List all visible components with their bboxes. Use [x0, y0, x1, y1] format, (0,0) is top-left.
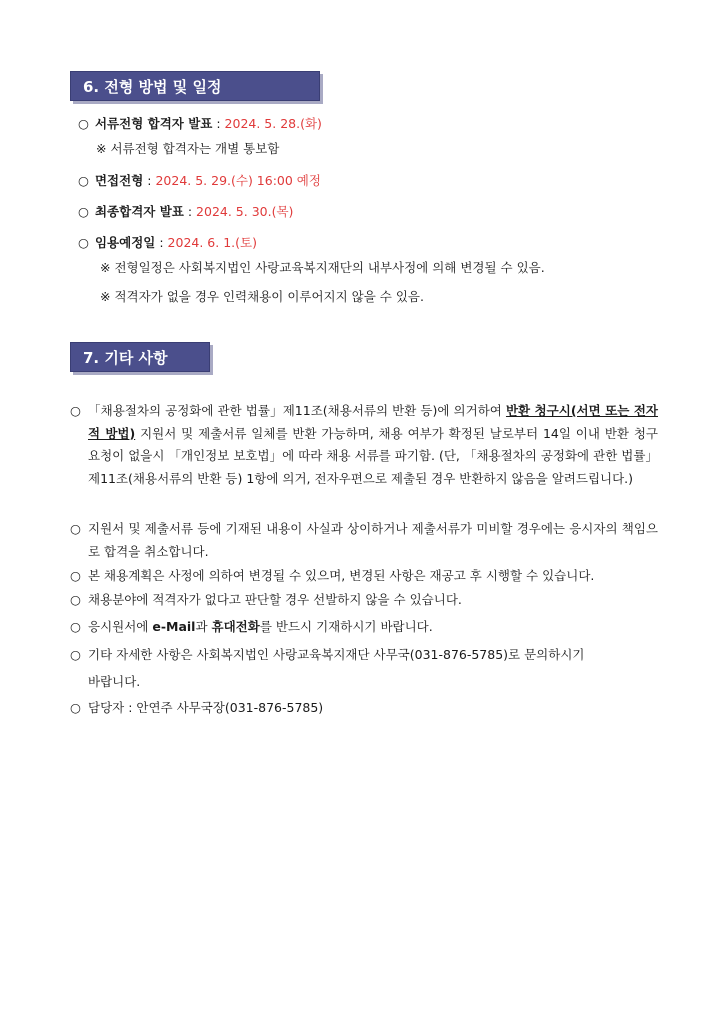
notice-cancel: [70, 518, 658, 564]
schedule-note: ※ 적격자가 없을 경우 인력채용이 이루어지지 않을 수 있음.: [100, 289, 424, 304]
notice-emphasis: 반환 청구시(서면 또는 전자적 방법): [88, 403, 658, 441]
schedule-doc-result: [78, 115, 322, 133]
schedule-note: ※ 서류전형 합격자는 개별 통보함: [96, 141, 280, 156]
bullet-circle-icon: ○: [70, 568, 81, 583]
bullet-circle-icon: ○: [70, 403, 81, 418]
schedule-sep: :: [155, 235, 168, 250]
notice-emphasis: e-Mail: [152, 619, 196, 634]
notice-inquiry-cont: 바랍니다.: [88, 674, 141, 689]
bullet-circle-icon: ○: [70, 647, 81, 662]
notice-text: 「채용절차의 공정화에 관한 법률」제11조(채용서류의 반환 등)에 의거하여: [88, 403, 506, 418]
schedule-label: 최종합격자 발표: [94, 204, 184, 219]
notice-text: 응시원서에: [88, 619, 153, 634]
schedule-value: 2024. 6. 1.(토): [167, 235, 257, 250]
notice-text: 지원서 및 제출서류 일체를 반환 가능하며, 채용 여부가 확정된 날로부터 14일 이내 반환 청구 요청이 없을시 「개인정보 보호법」에 따라 채용 서류를 파기함. (단, 「채용절차의 공정화에 관한 법률」제11조(채용서류의 반환 등) 1항에 의거, 전자우편으로 제출된 경우 반환하지 않음을 알려드립니다.): [88, 425, 658, 486]
bullet-circle-icon: ○: [70, 521, 81, 536]
schedule-interview: [78, 172, 321, 190]
bullet-circle-icon: ○: [70, 700, 81, 715]
schedule-label: 임용예정일: [94, 235, 156, 250]
notice-text: 과: [195, 619, 212, 634]
schedule-label: 면접전형: [94, 173, 144, 188]
schedule-note: ※ 전형일정은 사회복지법인 사랑교육복지재단의 내부사정에 의해 변경될 수 있음.: [100, 260, 545, 275]
schedule-appointment: [78, 234, 257, 252]
notice-text: 담당자 : 안연주 사무국장(031-876-5785): [88, 700, 324, 715]
notice-text: 본 채용계획은 사정에 의하여 변경될 수 있으며, 변경된 사항은 재공고 후 시행할 수 있습니다.: [88, 568, 595, 583]
bullet-circle-icon: ○: [78, 116, 89, 131]
bullet-circle-icon: ○: [78, 204, 89, 219]
schedule-sep: :: [183, 204, 197, 219]
schedule-value: 2024. 5. 29.(수) 16:00 예정: [155, 173, 321, 188]
schedule-value: 2024. 5. 28.(화): [224, 116, 322, 131]
notice-emphasis: 휴대전화: [211, 619, 260, 634]
bullet-circle-icon: ○: [78, 173, 89, 188]
section7-title: 7. 기타 사항: [70, 342, 210, 372]
notice-text: 기타 자세한 사항은 사회복지법인 사랑교육복지재단 사무국(031-876-5785)로 문의하시기: [88, 647, 585, 662]
notice-document-return: [70, 400, 658, 518]
bullet-circle-icon: ○: [70, 619, 81, 634]
schedule-final-result: [78, 203, 293, 221]
schedule-label: 서류전형 합격자 발표: [94, 116, 213, 131]
notice-text: 지원서 및 제출서류 등에 기재된 내용이 사실과 상이하거나 제출서류가 미비할 경우에는 응시자의 책임으로 합격을 취소합니다.: [88, 521, 658, 559]
schedule-value: 2024. 5. 30.(목): [196, 204, 294, 219]
schedule-sep: :: [143, 173, 156, 188]
notice-text: 채용분야에 적격자가 없다고 판단할 경우 선발하지 않을 수 있습니다.: [88, 592, 462, 607]
schedule-sep: :: [212, 116, 225, 131]
bullet-circle-icon: ○: [70, 592, 81, 607]
bullet-circle-icon: ○: [78, 235, 89, 250]
notice-text: 를 반드시 기재하시기 바랍니다.: [259, 619, 433, 634]
section6-title: 6. 전형 방법 및 일정: [70, 71, 320, 101]
